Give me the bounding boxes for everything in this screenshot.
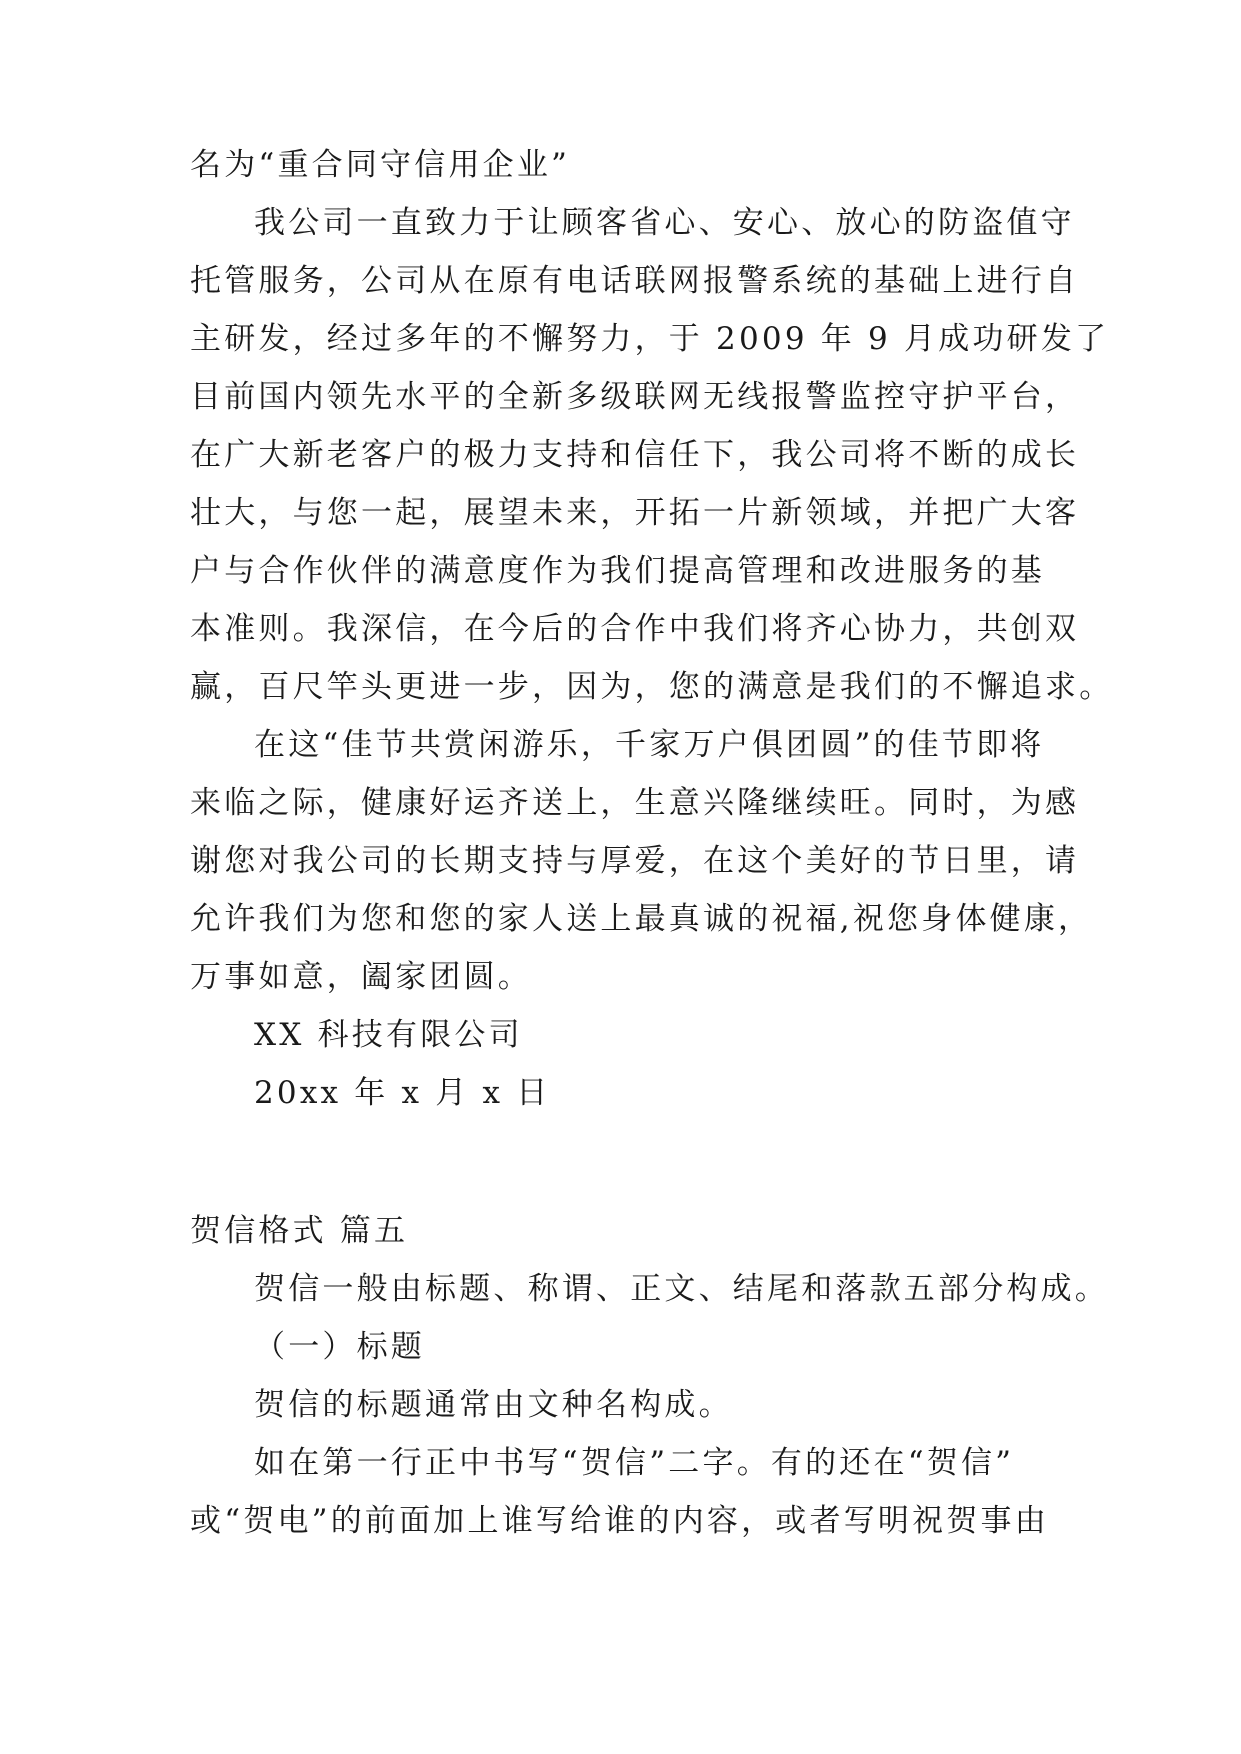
text-line: 在广大新老客户的极力支持和信任下，我公司将不断的成长 (190, 437, 1080, 473)
text-line: 户与合作伙伴的满意度作为我们提高管理和改进服务的基 (190, 553, 1045, 589)
text-line: 谢您对我公司的长期支持与厚爱，在这个美好的节日里，请 (190, 843, 1080, 879)
text-line: 本准则。我深信，在今后的合作中我们将齐心协力，共创双 (190, 611, 1080, 647)
text-line: 来临之际，健康好运齐送上，生意兴隆继续旺。同时，为感 (190, 785, 1080, 821)
text-line: 如在第一行正中书写“贺信”二字。有的还在“贺信” (254, 1445, 1015, 1481)
text-line: 在这“佳节共赏闲游乐，千家万户俱团圆”的佳节即将 (254, 727, 1045, 763)
text-line: 托管服务，公司从在原有电话联网报警系统的基础上进行自 (190, 263, 1080, 299)
letter-body (190, 136, 1114, 1122)
signature-date: 20xx 年 x 月 x 日 (254, 1075, 551, 1111)
text-line: 万事如意，阖家团圆。 (190, 959, 532, 995)
company-signature: XX 科技有限公司 (254, 1017, 523, 1053)
text-line: 赢，百尺竿头更进一步，因为，您的满意是我们的不懈追求。 (190, 669, 1114, 705)
section-heading: 贺信格式 篇五 (190, 1213, 409, 1249)
text-line: 主研发，经过多年的不懈努力，于 2009 年 9 月成功研发了 (190, 321, 1110, 357)
text-line: 贺信一般由标题、称谓、正文、结尾和落款五部分构成。 (254, 1271, 1109, 1307)
text-line: 名为“重合同守信用企业” (190, 147, 571, 183)
text-line: 壮大，与您一起，展望未来，开拓一片新领域，并把广大客 (190, 495, 1080, 531)
text-line: 我公司一直致力于让顾客省心、安心、放心的防盗值守 (254, 205, 1075, 241)
text-line: 或“贺电”的前面加上谁写给谁的内容，或者写明祝贺事由 (190, 1503, 1049, 1539)
text-line: 允许我们为您和您的家人送上最真诚的祝福,祝您身体健康， (190, 901, 1093, 937)
text-line: 贺信的标题通常由文种名构成。 (254, 1387, 733, 1423)
section-five (190, 1202, 1109, 1550)
text-line: 目前国内领先水平的全新多级联网无线报警监控守护平台， (190, 379, 1080, 415)
subheading: （一）标题 (254, 1329, 425, 1365)
